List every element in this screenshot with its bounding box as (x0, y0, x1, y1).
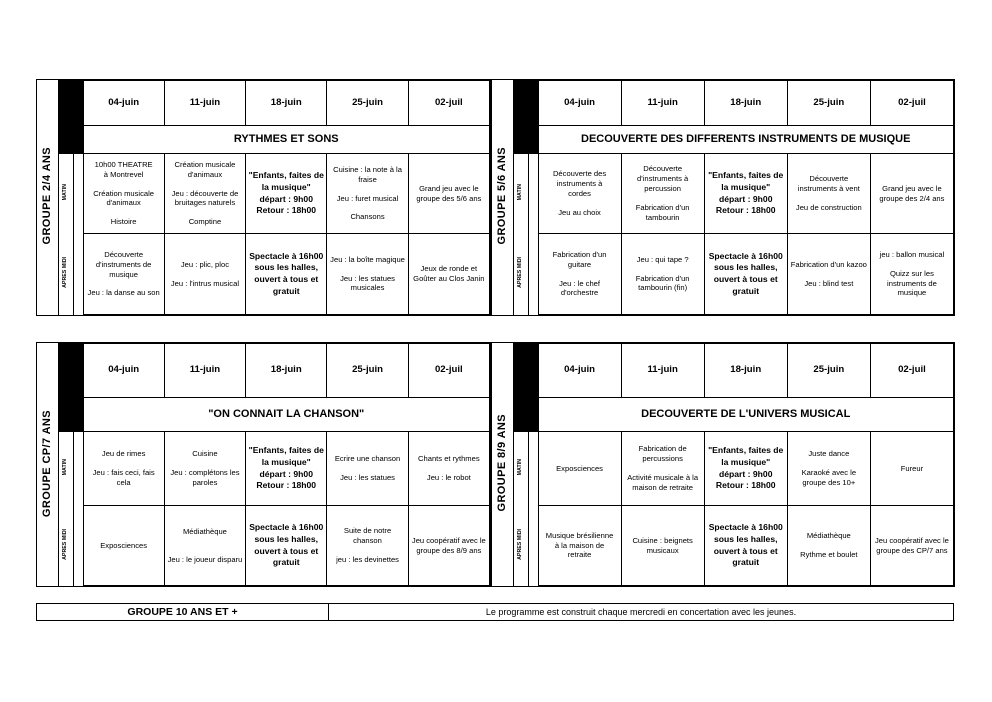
cell-line: Jeu : qui tape ? (636, 254, 689, 264)
cell-line (329, 265, 405, 274)
cell-line: Comptine (188, 217, 222, 227)
cell-line: Médiathèque (806, 531, 851, 541)
cell-line: gratuit (272, 557, 300, 568)
activity-cell (538, 506, 621, 586)
black-block (513, 81, 538, 154)
cell-line: groupe des 2/4 ans (879, 193, 945, 203)
cell-line: retraite (567, 550, 592, 560)
cell-line: percussions (642, 454, 683, 464)
activity-cell (621, 506, 704, 586)
cell-line: paroles (192, 477, 218, 487)
cell-line: Rythme et boulet (800, 550, 858, 559)
cell-line: tambourin (fin) (638, 283, 688, 293)
cell-line: d'animaux (106, 198, 141, 208)
cell-line: Fabrication de (638, 444, 687, 454)
cell-line: Spectacle à 16h00 (249, 250, 324, 261)
special-event-cell (246, 234, 327, 315)
date-header: 25-juin (787, 81, 870, 126)
cell-line: Découverte des (552, 169, 607, 179)
cell-line: "Enfants, faites de la musique" (708, 170, 784, 192)
cell-line: maison de retraite (632, 482, 694, 492)
cell-line: instruments à vent (797, 184, 860, 194)
panel-cp-7-ans (36, 342, 491, 587)
row-spacer (528, 234, 538, 315)
cell-line: chanson (353, 536, 382, 546)
activity-cell (408, 154, 489, 234)
special-event-cell (246, 432, 327, 506)
activity-cell (327, 154, 408, 234)
row-spacer (73, 234, 83, 315)
row-label-matin: MATIN (58, 432, 73, 506)
activity-cell (327, 506, 408, 586)
cell-line (790, 541, 868, 550)
cell-line: Jeu : les statues (340, 273, 395, 283)
cell-line (411, 464, 487, 473)
cell-line: Spectacle à 16h00 (708, 522, 783, 533)
cell-line: Juste dance (808, 449, 850, 459)
cell-line (86, 279, 162, 288)
row-spacer (73, 506, 83, 586)
cell-line (86, 459, 162, 468)
cell-line: instruments de musique (887, 278, 937, 298)
row-spacer (73, 154, 83, 234)
cell-line: Jeu : la danse au son (87, 288, 160, 298)
cell-line (329, 546, 405, 555)
cell-line: groupe des CP/7 ans (876, 545, 948, 555)
cell-line: bruitages naturels (174, 198, 236, 208)
cell-line: Médiathèque (182, 526, 227, 536)
special-event-cell (704, 506, 787, 586)
cell-line: Jeu : le joueur disparu (167, 554, 243, 564)
cell-line: Grand jeu avec le (882, 183, 942, 193)
row-label-apres-midi: APRES MIDI (58, 234, 73, 315)
black-block (58, 81, 83, 154)
cell-line: percussion (644, 184, 681, 194)
special-event-cell (704, 432, 787, 506)
cell-line (329, 203, 405, 212)
row-label-matin: MATIN (58, 154, 73, 234)
group-label: GROUPE 5/6 ANS (492, 81, 513, 315)
cell-line: Retour : 18h00 (256, 205, 317, 216)
cell-line: départ : 9h00 (259, 468, 313, 479)
cell-line (790, 270, 868, 279)
activity-cell (408, 506, 489, 586)
cell-line: Fabrication d'un (635, 273, 690, 283)
date-header: 18-juin (246, 344, 327, 398)
date-header: 04-juin (83, 81, 164, 126)
cell-line (167, 270, 243, 279)
row-label-matin: MATIN (513, 154, 528, 234)
cell-line: Jeu : l'intrus musical (170, 278, 240, 288)
activity-cell (538, 154, 621, 234)
cell-line: Spectacle à 16h00 (708, 250, 783, 261)
cell-line: ouvert à tous et (713, 545, 778, 556)
cell-line: Grand jeu avec le (419, 183, 479, 193)
activity-cell (408, 432, 489, 506)
cell-line: Exposciences (100, 540, 148, 550)
cell-line: Fabrication d'un (635, 202, 690, 212)
cell-line: guitare (567, 259, 592, 269)
group-label: GROUPE 8/9 ANS (492, 344, 513, 586)
activity-cell (787, 234, 870, 315)
cell-line: gratuit (732, 285, 760, 296)
cell-line: Jeu : furet musical (336, 193, 399, 203)
group-label: GROUPE CP/7 ANS (37, 344, 58, 586)
footer-note: Le programme est construit chaque mercredi en concertation avec les jeunes. (485, 607, 797, 617)
cell-line: Découverte (809, 174, 849, 184)
cell-line: Cuisine : la note à la (333, 164, 402, 174)
cell-line: Création musicale (174, 159, 236, 169)
row-label-apres-midi: APRES MIDI (58, 506, 73, 586)
special-event-cell (704, 154, 787, 234)
cell-line (167, 537, 243, 546)
date-header: 18-juin (704, 344, 787, 398)
date-header: 02-juil (408, 344, 489, 398)
cell-line: groupe des 5/6 ans (416, 193, 482, 203)
date-header: 11-juin (164, 81, 245, 126)
activity-cell (164, 154, 245, 234)
theme-title: "ON CONNAIT LA CHANSON" (83, 398, 490, 432)
cell-line: Retour : 18h00 (715, 480, 776, 491)
date-header: 04-juin (538, 344, 621, 398)
cell-line: à la maison de (554, 540, 605, 550)
activity-cell (870, 154, 953, 234)
cell-line: ouvert à tous et (254, 545, 319, 556)
cell-line: Jeu : plic, ploc (180, 259, 229, 269)
cell-line: Histoire (110, 217, 137, 227)
row-label-apres-midi: APRES MIDI (513, 234, 528, 315)
date-header: 25-juin (787, 344, 870, 398)
cell-line: gratuit (272, 285, 300, 296)
cell-line: Jeu coopératif avec le (875, 535, 949, 545)
cell-line: fraise (358, 174, 377, 184)
date-header: 11-juin (621, 344, 704, 398)
cell-line (329, 464, 405, 473)
panel-5-6-ans (491, 79, 955, 316)
activity-cell (408, 234, 489, 315)
cell-line (624, 265, 702, 274)
activity-cell (621, 154, 704, 234)
panel-2-4-ans (36, 79, 491, 316)
cell-line (541, 270, 619, 279)
special-event-cell (246, 506, 327, 586)
date-header: 02-juil (408, 81, 489, 126)
cell-line (167, 180, 243, 189)
cell-line: Retour : 18h00 (715, 205, 776, 216)
cell-line: d'orchestre (560, 288, 599, 298)
activity-cell (83, 506, 164, 586)
cell-line (167, 546, 243, 555)
cell-line (873, 260, 951, 269)
activity-cell (787, 432, 870, 506)
cell-line: musicales (350, 283, 385, 293)
cell-line: tambourin (645, 212, 680, 222)
activity-cell (870, 506, 953, 586)
row-spacer (528, 154, 538, 234)
cell-line: Jeu de construction (795, 202, 862, 212)
activity-cell (83, 234, 164, 315)
cell-line: sous les halles, (254, 262, 318, 273)
cell-line: Quizz sur les (889, 268, 934, 278)
cell-line: 10h00 THEATRE (94, 159, 153, 169)
date-header: 02-juil (870, 81, 953, 126)
cell-line: Spectacle à 16h00 (249, 522, 324, 533)
activity-cell (538, 432, 621, 506)
activity-cell (83, 154, 164, 234)
cell-line: Suite de notre (343, 526, 392, 536)
black-block (58, 344, 83, 432)
cell-line: Ecrire une chanson (334, 454, 401, 464)
cell-line: sous les halles, (713, 533, 778, 544)
cell-line (86, 180, 162, 189)
activity-cell (787, 154, 870, 234)
cell-line (86, 208, 162, 217)
cell-line: d'instruments à (637, 174, 689, 184)
cell-line: Jeu au choix (558, 207, 601, 217)
cell-line: Retour : 18h00 (256, 480, 317, 491)
activity-cell (327, 234, 408, 315)
theme-title: DECOUVERTE DE L'UNIVERS MUSICAL (538, 398, 954, 432)
cell-line: Exposciences (556, 463, 603, 473)
cell-line: ouvert à tous et (713, 274, 778, 284)
special-event-cell (246, 154, 327, 234)
cell-line: départ : 9h00 (259, 193, 313, 204)
row-label-matin: MATIN (513, 432, 528, 506)
activity-cell (164, 432, 245, 506)
cell-line: Fabrication d'un kazoo (790, 259, 867, 269)
cell-line: jeu : les devinettes (336, 554, 399, 564)
cell-line: jeu : ballon musical (879, 249, 945, 259)
cell-line: Jeu : le chef (559, 278, 601, 288)
cell-line (167, 208, 243, 217)
cell-line: Découverte (643, 164, 683, 174)
cell-line: sous les halles, (254, 533, 318, 544)
cell-line: Activité musicale à la (627, 473, 699, 482)
cell-line: Karaoké avec le (801, 468, 857, 478)
cell-line: Jeu : complétons les (170, 468, 240, 478)
date-header: 11-juin (164, 344, 245, 398)
cell-line (790, 459, 868, 468)
cell-line: départ : 9h00 (718, 193, 773, 204)
activity-cell (621, 234, 704, 315)
cell-line: Fabrication d'un (552, 249, 607, 259)
activity-cell (164, 234, 245, 315)
cell-line: Jeu : la boîte magique (330, 254, 405, 264)
group-label: GROUPE 2/4 ANS (37, 81, 58, 315)
cell-line: Jeu : le robot (426, 473, 471, 482)
cell-line (624, 464, 702, 473)
footer-group-label: GROUPE 10 ANS ET + (37, 604, 329, 620)
activity-cell (870, 234, 953, 315)
cell-line: Création musicale (93, 188, 155, 198)
date-header: 04-juin (83, 344, 164, 398)
panel-8-9-ans (491, 342, 955, 587)
cell-line: Jeu : les statues (340, 473, 395, 482)
black-block (513, 344, 538, 432)
date-header: 25-juin (327, 344, 408, 398)
cell-line: Musique brésilienne (545, 530, 614, 540)
cell-line: départ : 9h00 (718, 468, 773, 479)
cell-line: groupe des 8/9 ans (416, 545, 482, 555)
row-spacer (528, 506, 538, 586)
cell-line: Jeux de ronde et (420, 264, 478, 274)
cell-line (329, 185, 405, 194)
activity-cell (327, 432, 408, 506)
footer-bar (36, 603, 954, 621)
cell-line (624, 194, 702, 203)
cell-line: Cuisine : beignets (632, 535, 693, 545)
row-label-apres-midi: APRES MIDI (513, 506, 528, 586)
date-header: 11-juin (621, 81, 704, 126)
row-spacer (73, 432, 83, 506)
cell-line (541, 199, 619, 208)
activity-cell (83, 432, 164, 506)
cell-line: "Enfants, faites de la musique" (248, 170, 324, 192)
cell-line: Jeu : découverte de (171, 188, 239, 198)
activity-cell (787, 506, 870, 586)
row-spacer (528, 432, 538, 506)
cell-line: d'animaux (187, 169, 223, 179)
cell-line: Chansons (350, 212, 385, 222)
activity-cell (164, 506, 245, 586)
cell-line: Découverte (104, 249, 144, 259)
cell-line: gratuit (732, 557, 760, 568)
cell-line: à Montrevel (103, 169, 144, 179)
date-header: 25-juin (327, 81, 408, 126)
cell-line: musicaux (646, 545, 679, 555)
cell-line: "Enfants, faites de la musique" (248, 445, 324, 467)
date-header: 02-juil (870, 344, 953, 398)
cell-line: ouvert à tous et (254, 274, 319, 284)
date-header: 18-juin (246, 81, 327, 126)
theme-title: DECOUVERTE DES DIFFERENTS INSTRUMENTS DE MUSIQUE (538, 126, 954, 154)
special-event-cell (704, 234, 787, 315)
activity-cell (538, 234, 621, 315)
cell-line: musique (109, 269, 138, 279)
activity-cell (870, 432, 953, 506)
cell-line (167, 459, 243, 468)
date-header: 18-juin (704, 81, 787, 126)
cell-line: instruments à (556, 179, 603, 189)
cell-line: Jeu de rimes (101, 449, 146, 459)
cell-line: sous les halles, (713, 262, 778, 273)
cell-line: Goûter au Clos Janin (413, 274, 485, 283)
cell-line: Jeu : fais ceci, fais cela (92, 468, 155, 487)
activity-cell (621, 432, 704, 506)
cell-line: Fureur (900, 463, 924, 473)
cell-line: d'instruments de (95, 259, 152, 269)
date-header: 04-juin (538, 81, 621, 126)
cell-line: Jeu : blind test (804, 278, 854, 288)
cell-line: cordes (568, 189, 591, 198)
cell-line: groupe des 10+ (802, 477, 856, 487)
cell-line: Chants et rythmes (418, 454, 480, 464)
theme-title: RYTHMES ET SONS (83, 126, 490, 154)
cell-line (790, 194, 868, 203)
cell-line: Cuisine (192, 449, 218, 459)
cell-line: Jeu coopératif avec le (411, 535, 486, 545)
cell-line: "Enfants, faites de la musique" (708, 445, 784, 467)
